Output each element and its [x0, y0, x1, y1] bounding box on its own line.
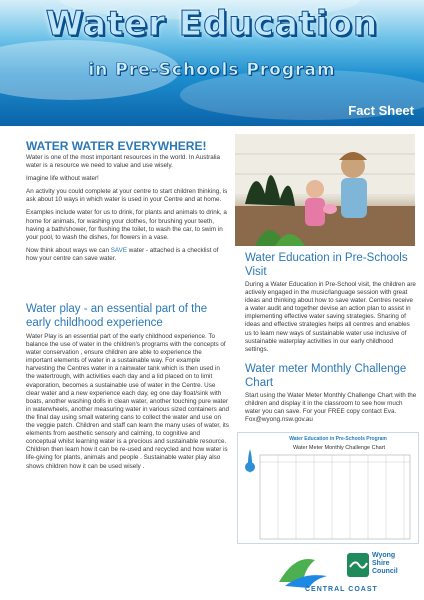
- section-challenge-chart: [245, 392, 417, 429]
- wave-icon: [347, 553, 369, 577]
- banner-title: Water Education: [45, 4, 379, 44]
- paragraph: Imagine life without water!: [26, 175, 99, 183]
- chart-preview-title: Water Meter Monthly Challenge Chart: [292, 445, 386, 451]
- wyong-council-name: [372, 552, 398, 576]
- section-water-play: [26, 333, 229, 476]
- paragraph: Examples include water for us to drink, for plants and animals to drink, a home for animals, for washing your clothes, for brushing your teeth, having a bath/shower, for flushing the toilet, to wash the car, to swim in your pool, to wash the dishes, for flowers in a vase.: [26, 209, 227, 241]
- paragraph: [26, 247, 229, 263]
- paragraph: Water is one of the most important resources in the world. In Australia water is a resource we need to value and use wisely.: [26, 154, 221, 170]
- paragraph: Start using the Water Meter Monthly Challenge Chart with the children and display it in the classroom to see how much water you can save. For your FREE copy contact Eva. Fox@wyong.nsw.gov.au: [245, 392, 417, 424]
- photo-illustration: [235, 134, 415, 246]
- paragraph: Water Play is an essential part of the early childhood experience. To balance the use of water in the children's programs with the concepts of water conservation , ensure children are able to experience the important elements of water in a sustainable way. For example harvesting the Centres water in a rainwater tank which is then used in the watertrough, with activities each day and a lid placed on to limit evaporation, becomes a sustainable use of water in the Centre. Use clear water and a new experience each day, eg one day float/sink with boats, another washing dolls in clean water, another touching pure water in waterwheels, another measuring water in various sized containers and the final day using small watering cans to collect the water and use on the veggie patch. Children and staff can learn the many uses of water, its elements from aesthetic sensory and calming, to cognitive and conceptual whilst learning water is a precious and sustainable resource. Children then learn how it can be re-used and recycled and how water is life-giving for plants, animals and people . Sustainable water play also shows children how it can be used wisely .: [26, 333, 230, 470]
- section-heading-visit: Water Education in Pre-Schools Visit: [245, 252, 408, 278]
- fact-sheet-label: Fact Sheet: [348, 103, 414, 118]
- header-banner: [0, 0, 424, 126]
- section-water-everywhere: [26, 154, 229, 268]
- wyong-council-emblem: [347, 553, 369, 577]
- chart-preview-header: Water Education in Pre-Schools Program: [289, 436, 387, 442]
- paragraph: During a Water Education in Pre-School visit, the children are actively engaged in the music/language session with great ideas and thinking about how to save water. Centres receive a water audit and together devise an action plan to assist in implementing effective water saving strategies. Sharing of ideas and effective strategies helps all centres and enables us to learn new ways of sustainable water use inclusive of sustainable waterplay activities in our early childhood settings.: [245, 281, 416, 353]
- section-heading-water-play: Water play - an essential part of the early childhood experience: [26, 303, 208, 329]
- central-coast-logo: [275, 550, 335, 590]
- footer-logos: [255, 550, 424, 600]
- paragraph-text: Now think about ways we can: [26, 246, 111, 254]
- paragraph-text: water - attached is a checklist of how your centre can save water.: [26, 246, 219, 262]
- children-watering-photo: [235, 134, 415, 246]
- region-label: CENTRAL COAST: [305, 586, 378, 593]
- council-name-line: Council: [372, 568, 398, 575]
- section-heading-water-everywhere: WATER WATER EVERYWHERE!: [26, 139, 207, 153]
- council-name-line: Shire: [372, 560, 390, 567]
- paragraph: An activity you could complete at your centre to start children thinking, is ask about 10 ways in which water is used in your Centre and at home.: [26, 188, 228, 204]
- section-visit: [245, 281, 417, 359]
- council-name-line: Wyong: [372, 552, 396, 559]
- banner-subtitle: in Pre-Schools Program: [88, 60, 336, 80]
- section-heading-challenge-chart: Water meter Monthly Challenge Chart: [245, 363, 407, 389]
- save-highlight: SAVE: [110, 246, 128, 254]
- challenge-chart-preview: [237, 432, 419, 544]
